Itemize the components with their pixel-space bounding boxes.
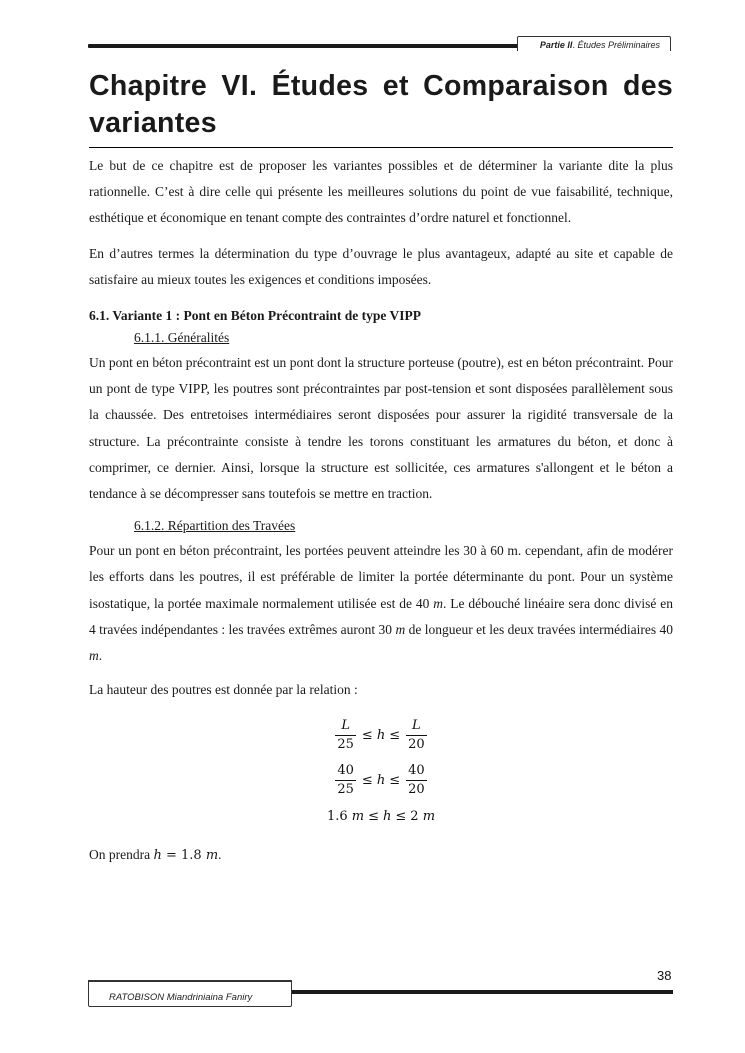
subsection-heading-travees: 6.1.2. Répartition des Travées	[134, 518, 296, 534]
intro-paragraph-1: Le but de ce chapitre est de proposer les variantes possibles et de déterminer la variante dite la plus rationnelle. C’est à dire celle qui présente les meilleures solutions du point de vue faisabilité, technique, esthétique et économique en tenant compte des contraintes d’ordre naturel et fonctionnel.	[89, 158, 673, 226]
part-title: Études Préliminaires	[577, 40, 660, 50]
page-number: 38	[657, 968, 672, 983]
section-heading: 6.1. Variante 1 : Pont en Béton Précontraint de type VIPP	[89, 308, 421, 324]
subsection-heading-generalites: 6.1.1. Généralités	[134, 330, 230, 346]
part-label: Partie II	[539, 40, 573, 50]
chapter-title: Chapitre VI. Études et Comparaison des variantes	[89, 68, 673, 148]
travees-paragraph: Pour un pont en béton précontraint, les portées peuvent atteindre les 30 à 60 m. cependant, afin de modérer les efforts dans les poutres, il est préférable de limiter la portée déterminante du pont. Pour un système isostatique, la portée maximale normalement utilisée est de 40 m. Le débouché linéaire sera donc divisé en 4 travées indépendantes : les travées extrêmes auront 30 m de longueur et les deux travées intermédiaires 40 m.	[89, 543, 673, 664]
running-header: Partie II. Études Préliminaires	[539, 40, 660, 50]
formula-general: $\frac{L}{25}$ ≤ h ≤ $\frac{L}{20}$	[337, 718, 425, 753]
formula-numeric: $\frac{40}{25}$ ≤ h ≤ $\frac{40}{20}$	[337, 763, 425, 798]
footer-rule	[290, 990, 673, 994]
formula-result: 1.6 m ≤ h ≤ 2 m	[326, 809, 436, 825]
intro-paragraph-2: En d’autres termes la détermination du type d’ouvrage le plus avantageux, adapté au site et capable de satisfaire au mieux toutes les exigences et conditions imposées.	[89, 245, 673, 287]
footer-author: RATOBISON Miandriniaina Faniry	[109, 992, 253, 1003]
generalites-paragraph: Un pont en béton précontraint est un pont dont la structure porteuse (poutre), est en béton précontraint. Pour un pont de type VIPP, les poutres sont précontraintes par post-tension et sont disposées parallèlement sous la chaussée. Des entretoises intermédiaires seront disposées pour assurer la rigidité transversale de la structure. La précontrainte consiste à tendre les torons constituant les armatures du béton, et donc à comprimer, ce dernier. Ainsi, lorsque la structure est sollicitée, ces armatures s'allongent et le béton a tendance à se décompresser sans toutefois se mettre en traction.	[89, 355, 673, 502]
hauteur-paragraph: La hauteur des poutres est donnée par la relation :	[89, 682, 358, 698]
page-body	[89, 68, 673, 870]
conclusion-line: On prendra h = 1.8 m.	[89, 847, 222, 864]
